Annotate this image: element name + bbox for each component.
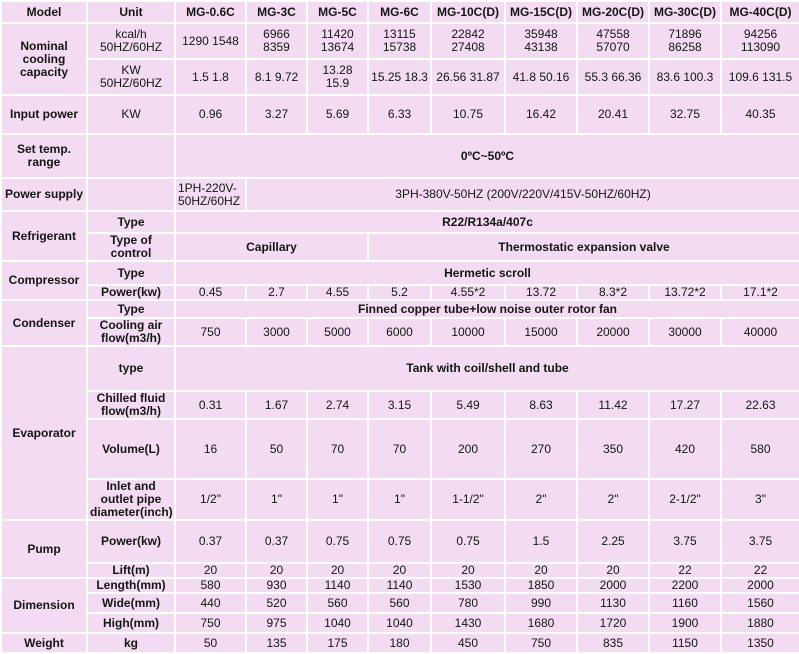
- wide-cell: 520: [246, 593, 307, 613]
- cooling-kcal-cell: 11420 13674: [307, 23, 368, 59]
- cooling-kw-cell: 41.8 50.16: [505, 59, 577, 95]
- dimension-label: Dimension: [1, 578, 87, 633]
- air-flow-cell: 40000: [721, 318, 799, 346]
- table-row: [1, 578, 799, 593]
- air-flow-cell: 20000: [577, 318, 649, 346]
- model-name-header: MG-20C(D): [577, 1, 649, 23]
- power-supply-three-phase: 3PH-380V-50HZ (200V/220V/415V-50HZ/60HZ): [246, 178, 799, 211]
- control-type-label: Type of control: [87, 233, 175, 261]
- input-power-label: Input power: [1, 95, 87, 134]
- model-name-header: MG-15C(D): [505, 1, 577, 23]
- cooling-kcal-cell: 71896 86258: [649, 23, 721, 59]
- table-row: [1, 59, 799, 95]
- compressor-type-label: Type: [87, 261, 175, 285]
- high-cell: 975: [246, 613, 307, 633]
- pump-lift-cell: 20: [307, 563, 368, 578]
- input-power-cell: 0.96: [175, 95, 246, 134]
- model-name-header: MG-3C: [246, 1, 307, 23]
- weight-cell: 135: [246, 633, 307, 653]
- air-flow-cell: 750: [175, 318, 246, 346]
- cooling-kw-cell: 8.1 9.72: [246, 59, 307, 95]
- compressor-power-cell: 13.72*2: [649, 285, 721, 300]
- pump-lift-cell: 22: [649, 563, 721, 578]
- table-row: [1, 318, 799, 346]
- volume-label: Volume(L): [87, 419, 175, 479]
- air-flow-cell: 3000: [246, 318, 307, 346]
- volume-cell: 16: [175, 419, 246, 479]
- set-temp-value: 0ºC~50ºC: [175, 134, 799, 178]
- pump-lift-cell: 20: [431, 563, 505, 578]
- table-row: [1, 346, 799, 391]
- pump-power-cell: 0.75: [368, 520, 431, 563]
- wide-cell: 990: [505, 593, 577, 613]
- pump-lift-cell: 20: [505, 563, 577, 578]
- cooling-kcal-cell: 6966 8359: [246, 23, 307, 59]
- weight-label: Weight: [1, 633, 87, 653]
- weight-cell: 175: [307, 633, 368, 653]
- condenser-label: Condenser: [1, 300, 87, 346]
- weight-cell: 180: [368, 633, 431, 653]
- air-flow-label: Cooling air flow(m3/h): [87, 318, 175, 346]
- table-row: [1, 178, 799, 211]
- wide-cell: 780: [431, 593, 505, 613]
- fluid-flow-label: Chilled fluid flow(m3/h): [87, 391, 175, 419]
- wide-cell: 560: [368, 593, 431, 613]
- pipe-diameter-label: Inlet and outlet pipe diameter(inch): [87, 479, 175, 520]
- input-power-cell: 16.42: [505, 95, 577, 134]
- cooling-kcal-cell: 1290 1548: [175, 23, 246, 59]
- cooling-kw-cell: 83.6 100.3: [649, 59, 721, 95]
- pipe-diameter-cell: 1": [307, 479, 368, 520]
- set-temp-label: Set temp. range: [1, 134, 87, 178]
- input-power-cell: 6.33: [368, 95, 431, 134]
- fluid-flow-cell: 11.42: [577, 391, 649, 419]
- pipe-diameter-cell: 2-1/2": [649, 479, 721, 520]
- length-cell: 930: [246, 578, 307, 593]
- table-row: [1, 593, 799, 613]
- table-row: [1, 285, 799, 300]
- weight-unit: kg: [87, 633, 175, 653]
- compressor-label: Compressor: [1, 261, 87, 300]
- table-row: [1, 563, 799, 578]
- input-power-unit: KW: [87, 95, 175, 134]
- length-cell: 2200: [649, 578, 721, 593]
- table-row: [1, 391, 799, 419]
- air-flow-cell: 15000: [505, 318, 577, 346]
- pipe-diameter-cell: 3": [721, 479, 799, 520]
- cooling-kcal-cell: 35948 43138: [505, 23, 577, 59]
- fluid-flow-cell: 5.49: [431, 391, 505, 419]
- high-cell: 1900: [649, 613, 721, 633]
- pump-lift-cell: 20: [577, 563, 649, 578]
- length-cell: 1140: [368, 578, 431, 593]
- table-row: [1, 479, 799, 520]
- weight-cell: 450: [431, 633, 505, 653]
- input-power-cell: 5.69: [307, 95, 368, 134]
- fluid-flow-cell: 22.63: [721, 391, 799, 419]
- pipe-diameter-cell: 1": [368, 479, 431, 520]
- pump-power-cell: 3.75: [649, 520, 721, 563]
- volume-cell: 350: [577, 419, 649, 479]
- table-row: [1, 1, 799, 23]
- fluid-flow-cell: 0.31: [175, 391, 246, 419]
- cooling-capacity-label: Nominal cooling capacity: [1, 23, 87, 95]
- volume-cell: 70: [368, 419, 431, 479]
- cooling-kcal-cell: 22842 27408: [431, 23, 505, 59]
- evaporator-label: Evaporator: [1, 346, 87, 520]
- compressor-power-cell: 17.1*2: [721, 285, 799, 300]
- model-name-header: MG-0.6C: [175, 1, 246, 23]
- length-cell: 2000: [577, 578, 649, 593]
- power-supply-unit: [87, 178, 175, 211]
- pipe-diameter-cell: 2": [505, 479, 577, 520]
- compressor-power-label: Power(kw): [87, 285, 175, 300]
- pump-lift-cell: 20: [175, 563, 246, 578]
- input-power-cell: 40.35: [721, 95, 799, 134]
- length-cell: 1530: [431, 578, 505, 593]
- condenser-type-label: Type: [87, 300, 175, 318]
- fluid-flow-cell: 3.15: [368, 391, 431, 419]
- evaporator-type-label: type: [87, 346, 175, 391]
- table-row: [1, 613, 799, 633]
- input-power-cell: 3.27: [246, 95, 307, 134]
- high-cell: 1040: [307, 613, 368, 633]
- compressor-power-cell: 5.2: [368, 285, 431, 300]
- air-flow-cell: 30000: [649, 318, 721, 346]
- volume-cell: 200: [431, 419, 505, 479]
- weight-cell: 1150: [649, 633, 721, 653]
- table-row: [1, 23, 799, 59]
- pipe-diameter-cell: 1-1/2": [431, 479, 505, 520]
- wide-cell: 440: [175, 593, 246, 613]
- cooling-kw-cell: 13.28 15.9: [307, 59, 368, 95]
- high-cell: 1430: [431, 613, 505, 633]
- high-cell: 750: [175, 613, 246, 633]
- length-cell: 2000: [721, 578, 799, 593]
- table-row: [1, 134, 799, 178]
- fluid-flow-cell: 2.74: [307, 391, 368, 419]
- wide-cell: 1560: [721, 593, 799, 613]
- air-flow-cell: 10000: [431, 318, 505, 346]
- cooling-kcal-cell: 13115 15738: [368, 23, 431, 59]
- volume-cell: 50: [246, 419, 307, 479]
- cooling-kw-cell: 55.3 66.36: [577, 59, 649, 95]
- model-name-header: MG-10C(D): [431, 1, 505, 23]
- volume-cell: 70: [307, 419, 368, 479]
- pump-power-label: Power(kw): [87, 520, 175, 563]
- control-capillary: Capillary: [175, 233, 368, 261]
- pump-lift-cell: 22: [721, 563, 799, 578]
- kw-unit: KW 50HZ/60HZ: [87, 59, 175, 95]
- model-name-header: MG-6C: [368, 1, 431, 23]
- model-name-header: MG-30C(D): [649, 1, 721, 23]
- pipe-diameter-cell: 1/2": [175, 479, 246, 520]
- air-flow-cell: 6000: [368, 318, 431, 346]
- volume-cell: 580: [721, 419, 799, 479]
- fluid-flow-cell: 8.63: [505, 391, 577, 419]
- pump-power-cell: 0.75: [431, 520, 505, 563]
- pipe-diameter-cell: 2": [577, 479, 649, 520]
- refrigerant-type-value: R22/R134a/407c: [175, 211, 799, 233]
- high-cell: 1720: [577, 613, 649, 633]
- table-row: [1, 633, 799, 653]
- weight-cell: 1350: [721, 633, 799, 653]
- high-cell: 1880: [721, 613, 799, 633]
- condenser-type-value: Finned copper tube+low noise outer rotor fan: [175, 300, 799, 318]
- wide-cell: 1160: [649, 593, 721, 613]
- pump-power-cell: 1.5: [505, 520, 577, 563]
- wide-label: Wide(mm): [87, 593, 175, 613]
- length-label: Length(mm): [87, 578, 175, 593]
- cooling-kcal-cell: 47558 57070: [577, 23, 649, 59]
- table-row: [1, 233, 799, 261]
- table-row: [1, 261, 799, 285]
- length-cell: 1850: [505, 578, 577, 593]
- pump-power-cell: 0.75: [307, 520, 368, 563]
- evaporator-type-value: Tank with coil/shell and tube: [175, 346, 799, 391]
- table-row: [1, 95, 799, 134]
- weight-cell: 50: [175, 633, 246, 653]
- refrigerant-type-label: Type: [87, 211, 175, 233]
- high-cell: 1680: [505, 613, 577, 633]
- compressor-power-cell: 4.55*2: [431, 285, 505, 300]
- length-cell: 1140: [307, 578, 368, 593]
- input-power-cell: 32.75: [649, 95, 721, 134]
- pump-power-cell: 0.37: [246, 520, 307, 563]
- table-row: [1, 211, 799, 233]
- pump-label: Pump: [1, 520, 87, 578]
- length-cell: 580: [175, 578, 246, 593]
- table-row: [1, 419, 799, 479]
- table-row: [1, 520, 799, 563]
- cooling-kw-cell: 26.56 31.87: [431, 59, 505, 95]
- pump-power-cell: 0.37: [175, 520, 246, 563]
- model-name-header: MG-40C(D): [721, 1, 799, 23]
- wide-cell: 560: [307, 593, 368, 613]
- compressor-power-cell: 8.3*2: [577, 285, 649, 300]
- kcal-unit: kcal/h 50HZ/60HZ: [87, 23, 175, 59]
- refrigerant-label: Refrigerant: [1, 211, 87, 261]
- pump-lift-cell: 20: [246, 563, 307, 578]
- fluid-flow-cell: 17.27: [649, 391, 721, 419]
- cooling-kw-cell: 109.6 131.5: [721, 59, 799, 95]
- weight-cell: 835: [577, 633, 649, 653]
- compressor-power-cell: 13.72: [505, 285, 577, 300]
- volume-cell: 270: [505, 419, 577, 479]
- volume-cell: 420: [649, 419, 721, 479]
- compressor-type-value: Hermetic scroll: [175, 261, 799, 285]
- input-power-cell: 20.41: [577, 95, 649, 134]
- control-valve: Thermostatic expansion valve: [368, 233, 799, 261]
- pipe-diameter-cell: 1": [246, 479, 307, 520]
- pump-lift-label: Lift(m): [87, 563, 175, 578]
- high-cell: 1040: [368, 613, 431, 633]
- table-row: [1, 300, 799, 318]
- compressor-power-cell: 4.55: [307, 285, 368, 300]
- cooling-kcal-cell: 94256 113090: [721, 23, 799, 59]
- fluid-flow-cell: 1.67: [246, 391, 307, 419]
- model-name-header: MG-5C: [307, 1, 368, 23]
- high-label: High(mm): [87, 613, 175, 633]
- weight-cell: 750: [505, 633, 577, 653]
- compressor-power-cell: 0.45: [175, 285, 246, 300]
- set-temp-unit: [87, 134, 175, 178]
- input-power-cell: 10.75: [431, 95, 505, 134]
- power-supply-label: Power supply: [1, 178, 87, 211]
- pump-power-cell: 3.75: [721, 520, 799, 563]
- air-flow-cell: 5000: [307, 318, 368, 346]
- cooling-kw-cell: 1.5 1.8: [175, 59, 246, 95]
- unit-header: Unit: [87, 1, 175, 23]
- pump-lift-cell: 20: [368, 563, 431, 578]
- power-supply-single-phase: 1PH-220V-50HZ/60HZ: [175, 178, 246, 211]
- wide-cell: 1130: [577, 593, 649, 613]
- cooling-kw-cell: 15.25 18.3: [368, 59, 431, 95]
- compressor-power-cell: 2.7: [246, 285, 307, 300]
- pump-power-cell: 2.25: [577, 520, 649, 563]
- model-header: Model: [1, 1, 87, 23]
